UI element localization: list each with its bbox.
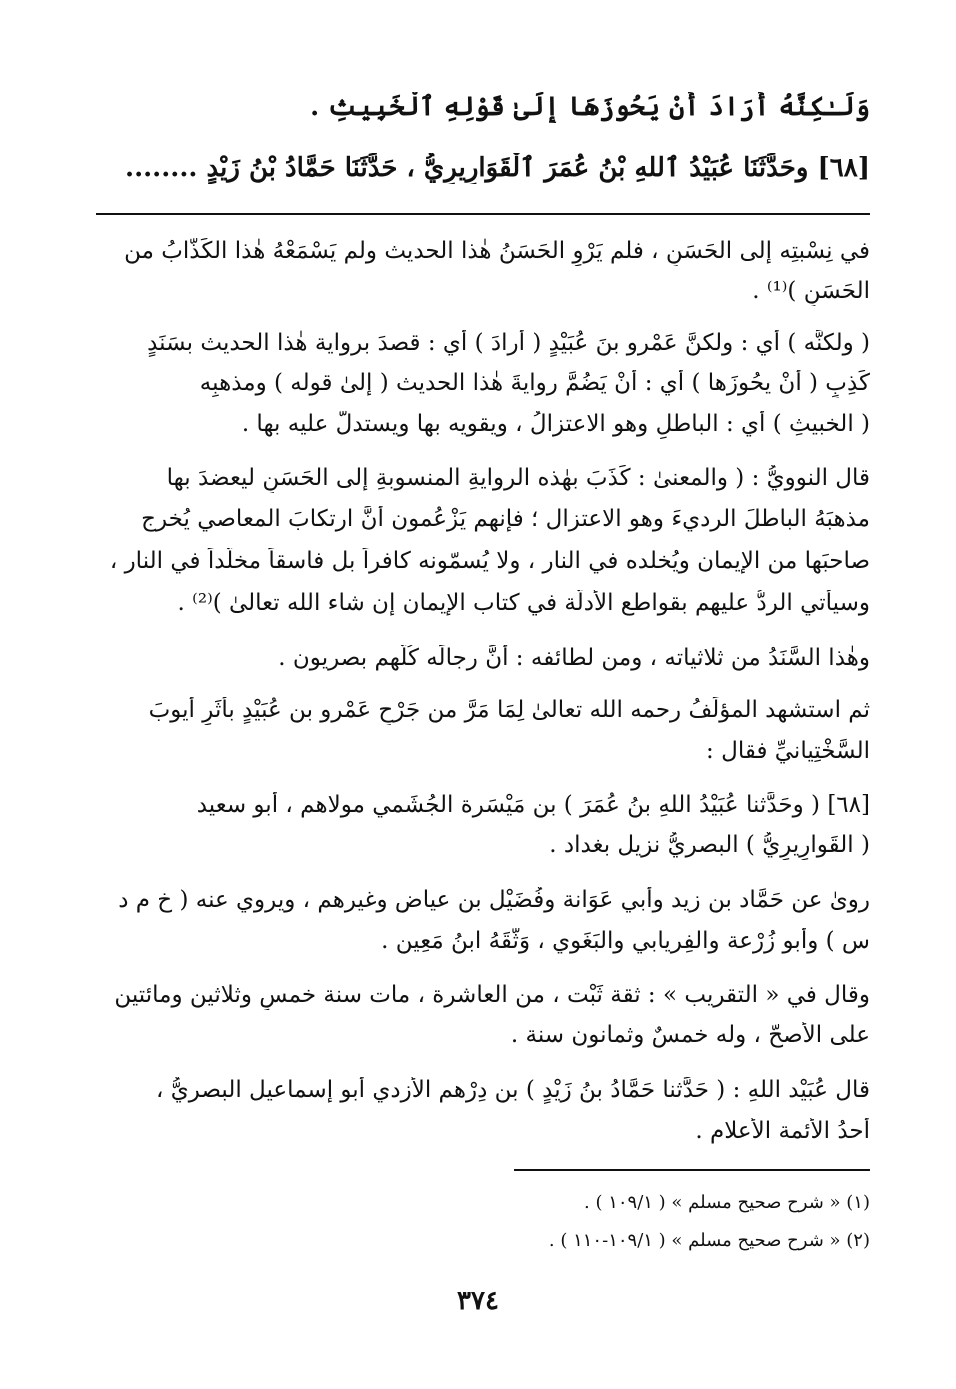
footnote-2: (٢) « شرح صحيح مسلم » ( ١٠٩/١-١١٠ ) .: [548, 1230, 870, 1251]
hadith-text-line-2: [٦٨] وحَدَّثَنَا عُبَيْدُ ٱللهِ بْنُ عُمَرَ ٱلْقَوَارِيرِيُّ ، حَدَّثَنَا حَمَّادُ بْنُ زَيْدٍ ........: [125, 153, 870, 183]
commentary-line: كَذِبٍ ( أنْ يحُوزَها ) أي : أنْ يَضُمَّ روايةَ هٰذا الحديث ( إلىٰ قوله ) ومذهبِه: [199, 370, 870, 396]
commentary-line: ( الخبيثِ ) أي : الباطلِ وهو الاعتزالُ ، ويقويه بها ويستدلّ عليه بها .: [241, 411, 870, 437]
commentary-line: وسيأتي الردُّ عليهم بقواطع الأدلَّة في كتاب الإيمان إن شاء الله تعالىٰ )⁽²⁾ .: [177, 590, 870, 616]
commentary-line: الحَسَنِ )⁽¹⁾ .: [752, 278, 870, 304]
footnote-separator-rule: [514, 1169, 870, 1171]
footnote-1: (١) « شرح صحيح مسلم » ( ١٠٩/١ ) .: [584, 1192, 870, 1213]
commentary-line: قال عُبَيْد اللهِ : ( حَدَّثنا حَمَّادُ بنُ زَيْدٍ ) بن دِرْهم الأزدي أبو إسماعيل البصريُّ ،: [156, 1077, 870, 1103]
commentary-line: قال النوويُّ : ( والمعنىٰ : كَذَبَ بهٰذه الروايةِ المنسوبةِ إلى الحَسَنِ ليعضدَ بها: [166, 465, 870, 491]
commentary-line: روىٰ عن حَمَّاد بن زيد وأبي عَوَانة وفُضَيْل بن عياض وغيرهم ، ويروي عنه ( خ م د: [118, 887, 870, 913]
commentary-line: على الأصحّ ، وله خمسٌ وثمانون سنة .: [510, 1022, 870, 1048]
commentary-line: في نِسْبتِه إلى الحَسَنِ ، فلم يَرْوِ الحَسَنُ هٰذا الحديث ولم يَسْمَعْهُ هٰذا الكَذَّابُ من: [124, 238, 870, 264]
commentary-line: صاحبَها من الإيمان ويُخلده في النار ، ولا يُسمّونه كافراً بل فاسقاً مخلّداً في النار ،: [109, 548, 870, 574]
commentary-line: السَّخْتِيانيِّ فقال :: [706, 738, 870, 764]
commentary-line: س ) وأبو زُرْعة والفِريابي والبَغَوي ، وَثَّقَهُ ابنُ مَعِين .: [381, 928, 870, 954]
hadith-separator-rule: [96, 213, 870, 215]
commentary-line: [٦٨] ( وحَدَّثنا عُبَيْدُ اللهِ بنُ عُمَرَ ) بن مَيْسَرة الجُشَمي مولاهم ، أبو سعيد: [196, 792, 870, 818]
page-number: ٣٧٤: [457, 1286, 499, 1316]
hadith-text-line-1: وَلَـٰكِنَّهُ أَرَادَ أَنْ يَحُوزَهَا إِلَىٰ قَوْلِهِ ٱلْخَبِيثِ .: [310, 92, 870, 122]
commentary-line: ( القَوارِيرِيُّ ) البصريُّ نزيل بغداد .: [549, 832, 870, 858]
commentary-line: ( ولكنَّه ) أي : ولكنَّ عَمْرو بنَ عُبَيْدٍ ( أرادَ ) أي : قصدَ برواية هٰذا الحديث بسَنَدٍ: [147, 330, 870, 356]
commentary-line: وقال في « التقريب » : ثقة ثَبْت ، من العاشرة ، مات سنة خمسٍ وثلاثين ومائتين: [114, 982, 870, 1008]
commentary-line: ثم استشهد المؤلِّفُ رحمه الله تعالىٰ لِمَا مَرَّ من جَرْحِ عَمْرو بن عُبَيْدٍ بأثَرِ أيوبَ: [148, 697, 870, 723]
commentary-line: أحدُ الأئمة الأعلام .: [695, 1118, 870, 1144]
commentary-line: وهٰذا السَّنَدُ من ثلاثياته ، ومن لطائفه : أنَّ رجالَه كُلَّهم بصريون .: [278, 645, 870, 671]
commentary-line: مذهبَهُ الباطلَ الرديءَ وهو الاعتزال ؛ فإنهم يَزْعُمون أنَّ ارتكابَ المعاصي يُخرج: [141, 506, 870, 532]
